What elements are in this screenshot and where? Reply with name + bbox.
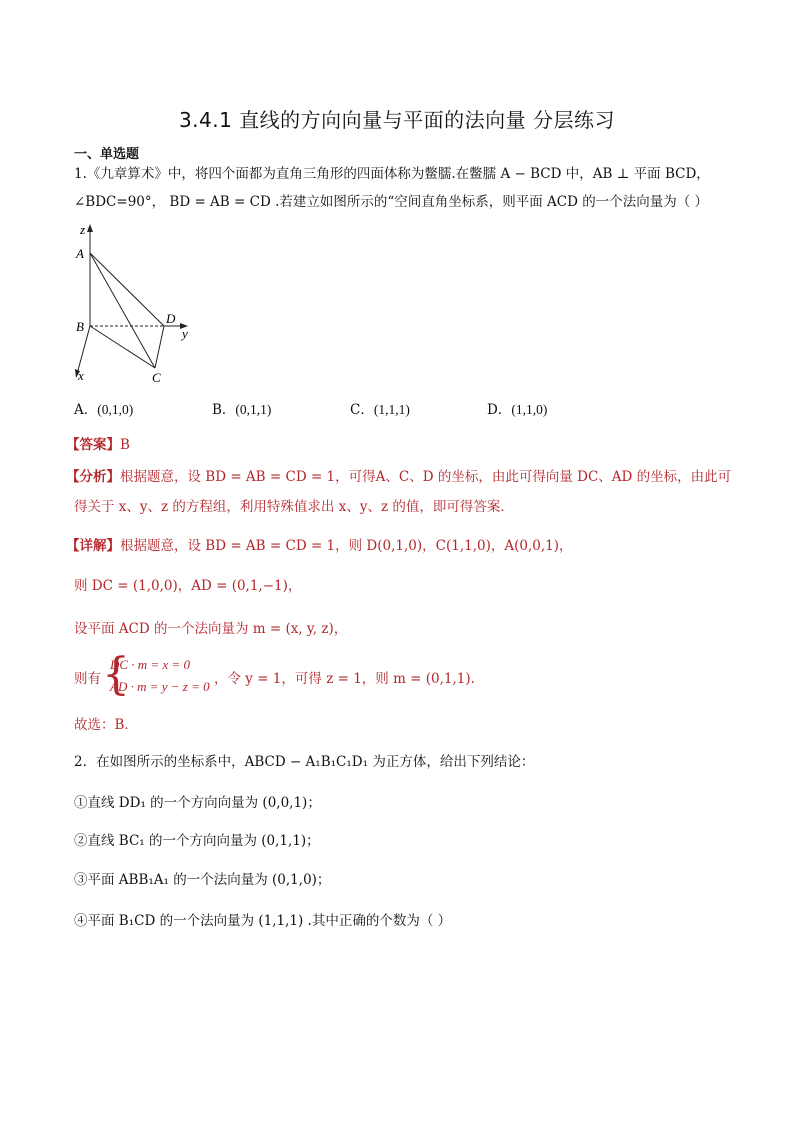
detail-line1: 【详解】根据题意，设 BD = AB = CD = 1，则 D(0,1,0)，C(1,1,0)，A(0,0,1)， — [66, 538, 573, 554]
q2-item-3: ③平面 ABB₁A₁ 的一个法向量为 (0,1,0)； — [74, 872, 331, 888]
q2-item-1: ①直线 DD₁ 的一个方向向量为 (0,0,1)； — [74, 795, 321, 811]
detail-line2: 则 DC = (1,0,0)，AD = (0,1,−1)， — [74, 578, 302, 594]
analysis-line1: 【分析】根据题意，设 BD = AB = CD = 1，可得A、C、D 的坐标，由此可得向量 DC、AD 的坐标，由此可 — [66, 469, 732, 485]
answer-line: 【答案】B — [66, 437, 130, 453]
label-z: z — [80, 222, 86, 237]
page-title: 3.4.1 直线的方向向量与平面的法向量 分层练习 — [178, 108, 616, 132]
option-d[interactable]: D．(1,1,0) — [487, 402, 548, 418]
option-a[interactable]: A．(0,1,0) — [74, 402, 134, 418]
q1-stem-line2: ∠BDC=90°， BD = AB = CD .若建立如图所示的“空间直角坐标系，则平面 ACD 的一个法向量为（ ） — [74, 194, 709, 210]
system-row-2: AD · m = y − z = 0 — [110, 679, 210, 694]
option-b[interactable]: B．(0,1,1) — [212, 402, 272, 418]
conclusion: 故选：B． — [74, 717, 138, 733]
analysis-line2: 得关于 x、y、z 的方程组，利用特殊值求出 x、y、z 的值，即可得答案． — [74, 499, 514, 515]
q2-item-2: ②直线 BC₁ 的一个方向向量为 (0,1,1)； — [74, 833, 320, 849]
q2-stem: 2．在如图所示的坐标系中，ABCD − A₁B₁C₁D₁ 为正方体，给出下列结论： — [74, 754, 535, 770]
detail-line3: 设平面 ACD 的一个法向量为 m = (x, y, z)， — [74, 621, 348, 637]
label-B: B — [76, 319, 84, 334]
system-row-1: DC · m = x = 0 — [110, 657, 191, 672]
option-c[interactable]: C．(1,1,1) — [350, 402, 410, 418]
label-A: A — [76, 246, 84, 261]
left-brace: { — [102, 649, 130, 700]
label-x: x — [78, 368, 84, 383]
q1-stem-line1: 1.《九章算术》中，将四个面都为直角三角形的四面体称为鳖臑.在鳖臑 A − BCD 中，AB ⊥ 平面 BCD， — [74, 166, 710, 182]
label-D: D — [166, 311, 176, 326]
q2-item-4: ④平面 B₁CD 的一个法向量为 (1,1,1) .其中正确的个数为（ ） — [74, 913, 452, 929]
section-heading: 一、单选题 — [74, 147, 140, 162]
label-C: C — [152, 370, 161, 385]
tetrahedron-figure — [64, 222, 204, 387]
label-y: y — [182, 326, 188, 341]
